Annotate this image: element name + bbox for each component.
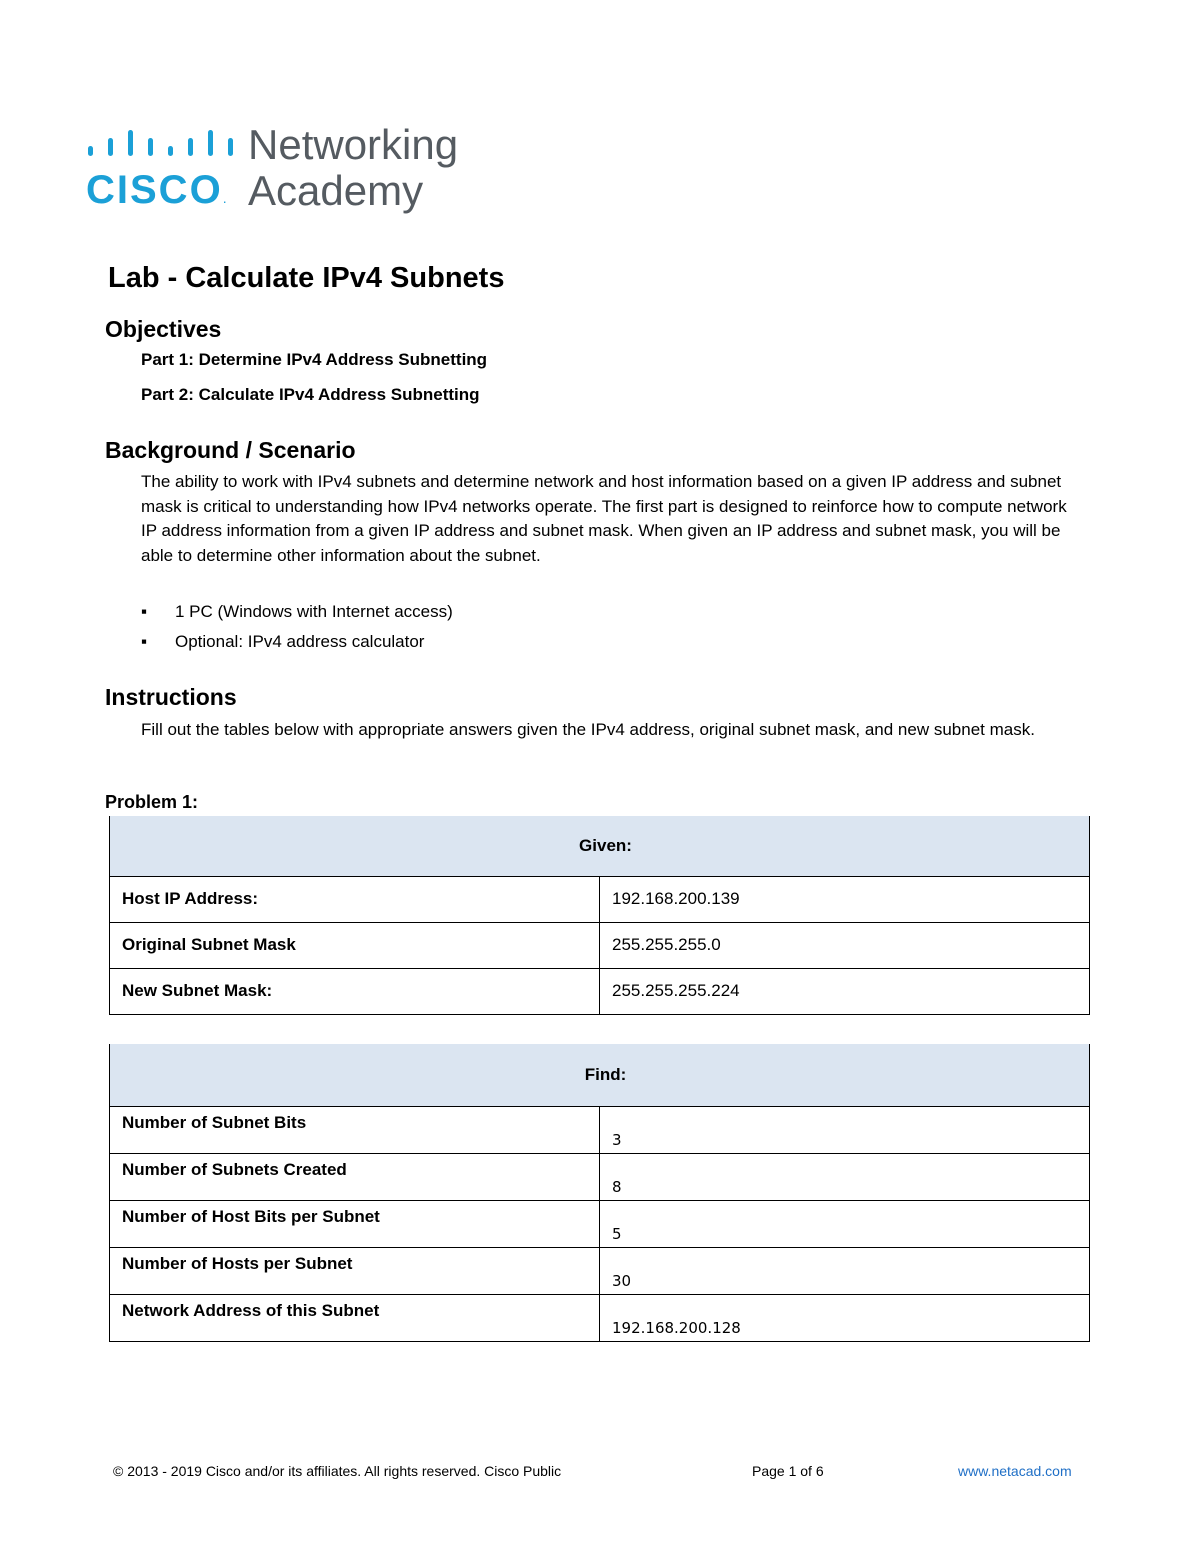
footer-copyright: © 2013 - 2019 Cisco and/or its affiliates. All rights reserved. Cisco Public [113,1463,562,1479]
find-header: Find: [110,1044,1090,1106]
background-paragraph: The ability to work with IPv4 subnets and determine network and host information based on a given IP address and subnet mask is critical to understanding how IPv4 networks operate. The first part is designed to reinforce how to compute network IP address information from a given IP address and subnet mask. When given an IP address and subnet mask, you will be able to determine other information about the subnet. [141,472,1067,565]
table-row: Number of Subnets Created 8 [110,1153,1090,1200]
objective-part-1: Part 1: Determine IPv4 Address Subnetting [141,350,488,369]
table-row: Original Subnet Mask 255.255.255.0 [110,922,1090,968]
table-row: Number of Hosts per Subnet 30 [110,1247,1090,1294]
new-mask-value: 255.255.255.224 [600,968,1090,1014]
find-table [109,1044,1090,1342]
list-item: ▪ Optional: IPv4 address calculator [141,632,425,651]
given-header: Given: [110,816,1090,876]
table-row: Host IP Address: 192.168.200.139 [110,876,1090,922]
host-bits-answer[interactable]: 5 [600,1200,1090,1247]
table-row: New Subnet Mask: 255.255.255.224 [110,968,1090,1014]
original-mask-value: 255.255.255.0 [600,922,1090,968]
instructions-paragraph: Fill out the tables below with appropriate answers given the IPv4 address, original subnet mask, and new subnet mask. [141,720,1035,739]
page-title: Lab - Calculate IPv4 Subnets [108,262,505,294]
cisco-wordmark: CISCO. [86,168,227,212]
cisco-networking-academy-logo [86,120,486,220]
cisco-bars-icon [86,130,236,156]
given-table [109,816,1090,1015]
instructions-heading: Instructions [105,684,237,710]
subnet-bits-answer[interactable]: 3 [600,1106,1090,1153]
objectives-heading: Objectives [105,316,222,342]
academy-name: Networking Academy [248,121,459,214]
network-address-answer[interactable]: 192.168.200.128 [600,1294,1090,1341]
host-ip-value: 192.168.200.139 [600,876,1090,922]
hosts-per-subnet-answer[interactable]: 30 [600,1247,1090,1294]
objective-part-2: Part 2: Calculate IPv4 Address Subnetting [141,385,480,404]
problem-label: Problem 1: [105,792,199,812]
subnets-created-answer[interactable]: 8 [600,1153,1090,1200]
table-row: Number of Subnet Bits 3 [110,1106,1090,1153]
footer-url-link[interactable]: www.netacad.com [958,1463,1072,1479]
background-heading: Background / Scenario [105,437,356,463]
table-row: Number of Host Bits per Subnet 5 [110,1200,1090,1247]
footer-page-number: Page 1 of 6 [752,1463,824,1479]
table-row: Network Address of this Subnet 192.168.200.128 [110,1294,1090,1341]
list-item: ▪ 1 PC (Windows with Internet access) [141,602,453,621]
